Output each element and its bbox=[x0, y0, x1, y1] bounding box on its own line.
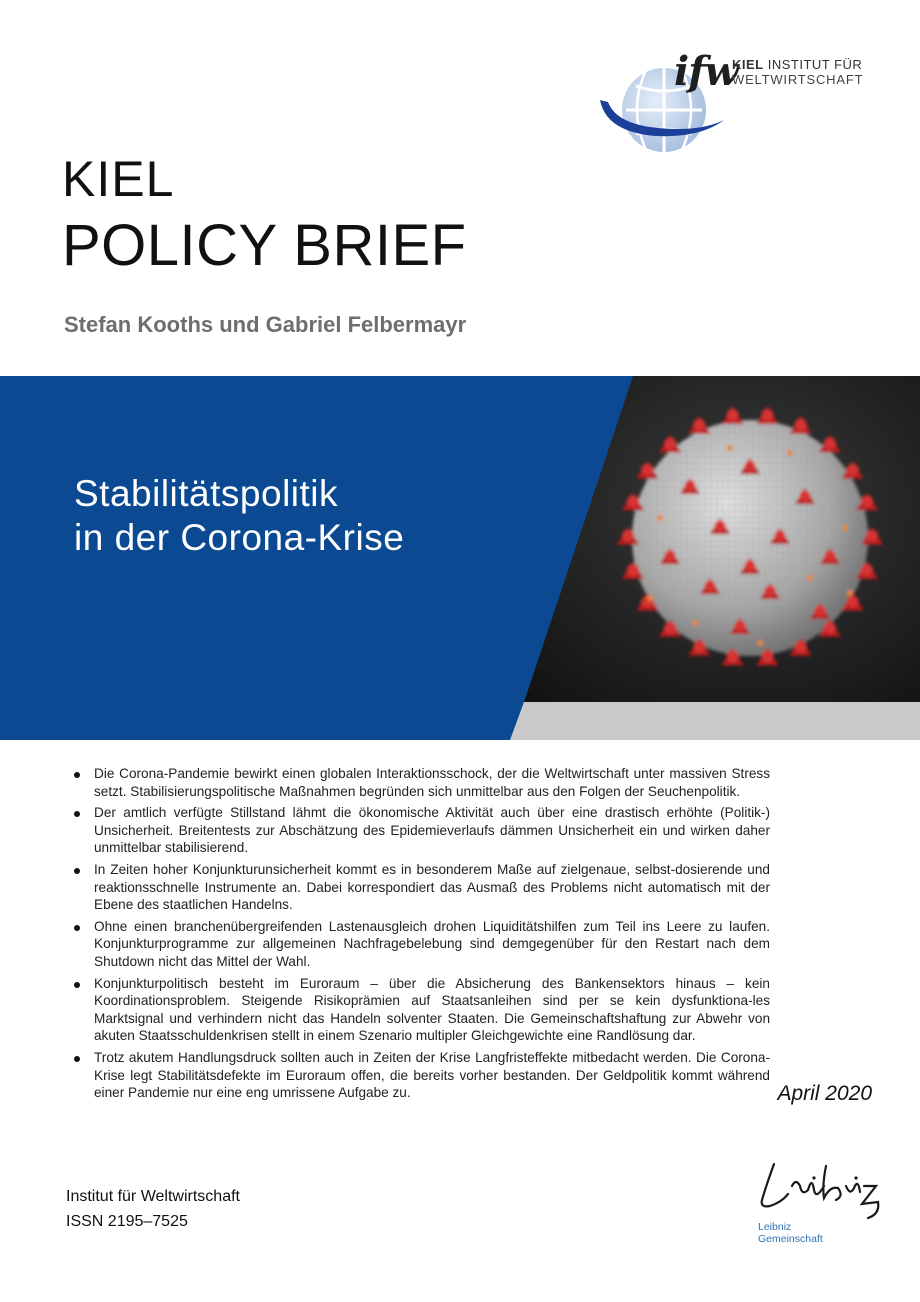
ifw-logo bbox=[596, 48, 896, 158]
bullet-icon bbox=[74, 811, 80, 817]
bullet-icon bbox=[74, 1056, 80, 1062]
ifw-name-line1: KIEL INSTITUT FÜR bbox=[732, 57, 863, 72]
footer-issn: ISSN 2195–7525 bbox=[66, 1213, 188, 1230]
brief-title-line2: in der Corona-Krise bbox=[74, 517, 405, 558]
leibniz-signature-icon bbox=[752, 1156, 882, 1220]
authors: Stefan Kooths und Gabriel Felbermayr bbox=[64, 312, 467, 337]
leibniz-logo bbox=[752, 1156, 882, 1256]
bullet-icon bbox=[74, 772, 80, 778]
series-title-kiel: KIEL bbox=[62, 151, 175, 207]
leibniz-name: Leibniz Gemeinschaft bbox=[758, 1221, 823, 1245]
issue-date: April 2020 bbox=[777, 1082, 872, 1105]
ifw-wordmark: ifw bbox=[674, 48, 738, 95]
summary-bullet: Der amtlich verfügte Stillstand lähmt die ökonomische Aktivität auch über eine drastisch erhöhte (Politik-) Unsicherheit. Breitentests zur Abschätzung des Epidemieverlaufs dämmen Unsicherheit ein und wirken daher unmittelbar stabilisierend. bbox=[68, 804, 770, 857]
footer-institute: Institut für Weltwirtschaft bbox=[66, 1188, 240, 1205]
bullet-icon bbox=[74, 982, 80, 988]
bullet-icon bbox=[74, 868, 80, 874]
brief-title-line1: Stabilitätspolitik bbox=[74, 473, 339, 514]
issue-number: Nr. 138 bbox=[703, 1082, 772, 1105]
brief-title bbox=[74, 472, 404, 560]
summary-bullet: Die Corona-Pandemie bewirkt einen globalen Interaktionsschock, der die Weltwirtschaft unter massiven Stress setzt. Stabilisierungspolitische Maßnahmen begründen sich unmittelbar aus den Folgen der Seuchenpolitik. bbox=[68, 765, 770, 800]
summary-bullet: In Zeiten hoher Konjunkturunsicherheit kommt es in besonderem Maße auf zielgenaue, selbst-dosierende und reaktionsschnelle Instrumente an. Dabei korrespondiert das Ausmaß des Problems nicht automatisch mit der Ebene des staatlichen Handelns. bbox=[68, 861, 770, 914]
series-title-policy-brief: POLICY BRIEF bbox=[62, 213, 467, 278]
ifw-name-line2: WELTWIRTSCHAFT bbox=[732, 72, 864, 87]
summary-bullet: Trotz akutem Handlungsdruck sollten auch in Zeiten der Krise Langfristeffekte mitbedacht werden. Die Corona-Krise legt Stabilitätsdefekte im Euroraum offen, die bereits vorher bestanden. Der Geldpolitik kommt während einer Pandemie nur eine eng umrissene Aufgabe zu. bbox=[68, 1049, 770, 1102]
summary-bullet: Ohne einen branchenübergreifenden Lastenausgleich drohen Liquiditätshilfen zum Teil ins Leere zu laufen. Konjunkturprogramme zur allgemeinen Nachfragebelebung sind demgegenüber für den Restart nach dem Shutdown nicht das Mittel der Wahl. bbox=[68, 918, 770, 971]
summary-bullet: Konjunkturpolitisch besteht im Euroraum – über die Absicherung des Bankensektors hinaus – kein Koordinationsproblem. Steigende Risikoprämien auf Staatsanleihen sind per se kein dysfunktiona-les Marktsignal und verhindern nicht das Handeln solventer Staaten. Die Gemeinschaftshaftung zur Abwehr von akuten Staatsschuldenkrisen stellt in einem Szenario multipler Gleichgewichte eine Randlösung dar. bbox=[68, 975, 770, 1045]
bullet-icon bbox=[74, 925, 80, 931]
summary-bullets bbox=[68, 765, 770, 1106]
